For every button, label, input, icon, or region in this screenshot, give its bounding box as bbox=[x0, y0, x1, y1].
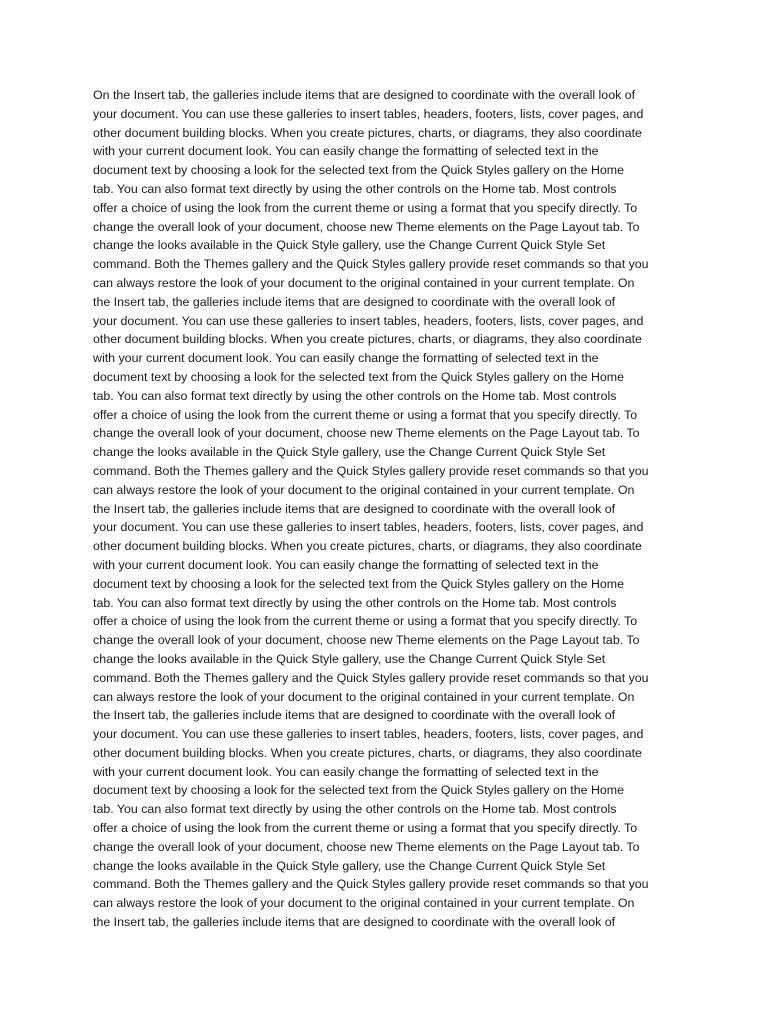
text-line: change the looks available in the Quick Style gallery, use the Change Current Quick Style Set bbox=[93, 445, 606, 460]
text-line: tab. You can also format text directly by using the other controls on the Home tab. Most controls bbox=[93, 802, 617, 817]
text-line: tab. You can also format text directly by using the other controls on the Home tab. Most controls bbox=[93, 181, 617, 196]
text-line: offer a choice of using the look from the current theme or using a format that you specify directly. To bbox=[93, 614, 638, 629]
text-line: the Insert tab, the galleries include items that are designed to coordinate with the overall look of bbox=[93, 708, 616, 723]
text-line: offer a choice of using the look from the current theme or using a format that you specify directly. To bbox=[93, 821, 638, 836]
text-line: can always restore the look of your document to the original contained in your current template. On bbox=[93, 482, 635, 497]
text-line: can always restore the look of your document to the original contained in your current template. On bbox=[93, 275, 635, 290]
text-line: your document. You can use these galleries to insert tables, headers, footers, lists, cover pages, and bbox=[93, 106, 644, 121]
text-line: the Insert tab, the galleries include items that are designed to coordinate with the overall look of bbox=[93, 915, 616, 930]
text-line: other document building blocks. When you create pictures, charts, or diagrams, they also coordinate bbox=[93, 125, 642, 140]
text-line: command. Both the Themes gallery and the Quick Styles gallery provide reset commands so that you bbox=[93, 670, 649, 685]
text-line: change the looks available in the Quick Style gallery, use the Change Current Quick Style Set bbox=[93, 238, 606, 253]
text-line: other document building blocks. When you create pictures, charts, or diagrams, they also coordinate bbox=[93, 745, 642, 760]
text-line: the Insert tab, the galleries include items that are designed to coordinate with the overall look of bbox=[93, 501, 616, 516]
text-line: change the overall look of your document, choose new Theme elements on the Page Layout tab. To bbox=[93, 426, 640, 441]
text-line: command. Both the Themes gallery and the Quick Styles gallery provide reset commands so that you bbox=[93, 257, 649, 272]
text-line: other document building blocks. When you create pictures, charts, or diagrams, they also coordinate bbox=[93, 539, 642, 554]
text-line: document text by choosing a look for the selected text from the Quick Styles gallery on the Home bbox=[93, 576, 625, 591]
text-line: with your current document look. You can easily change the formatting of selected text in the bbox=[93, 144, 599, 159]
text-line: command. Both the Themes gallery and the Quick Styles gallery provide reset commands so that you bbox=[93, 877, 649, 892]
text-line: with your current document look. You can easily change the formatting of selected text in the bbox=[93, 557, 599, 572]
text-line: change the overall look of your document, choose new Theme elements on the Page Layout tab. To bbox=[93, 839, 640, 854]
text-line: can always restore the look of your document to the original contained in your current template. On bbox=[93, 689, 635, 704]
text-line: offer a choice of using the look from the current theme or using a format that you specify directly. To bbox=[93, 407, 638, 422]
text-line: with your current document look. You can easily change the formatting of selected text in the bbox=[93, 351, 599, 366]
text-line: can always restore the look of your document to the original contained in your current template. On bbox=[93, 896, 635, 911]
text-line: other document building blocks. When you create pictures, charts, or diagrams, they also coordinate bbox=[93, 332, 642, 347]
text-line: change the looks available in the Quick Style gallery, use the Change Current Quick Style Set bbox=[93, 858, 606, 873]
text-line: document text by choosing a look for the selected text from the Quick Styles gallery on the Home bbox=[93, 163, 625, 178]
text-line: your document. You can use these galleries to insert tables, headers, footers, lists, cover pages, and bbox=[93, 520, 644, 535]
text-line: your document. You can use these galleries to insert tables, headers, footers, lists, cover pages, and bbox=[93, 313, 644, 328]
text-line: change the overall look of your document, choose new Theme elements on the Page Layout tab. To bbox=[93, 633, 640, 648]
body-paragraph bbox=[93, 86, 693, 932]
text-line: the Insert tab, the galleries include items that are designed to coordinate with the overall look of bbox=[93, 294, 616, 309]
text-line: change the overall look of your document, choose new Theme elements on the Page Layout tab. To bbox=[93, 219, 640, 234]
text-line: command. Both the Themes gallery and the Quick Styles gallery provide reset commands so that you bbox=[93, 463, 649, 478]
text-line: offer a choice of using the look from the current theme or using a format that you specify directly. To bbox=[93, 200, 638, 215]
text-line: with your current document look. You can easily change the formatting of selected text in the bbox=[93, 764, 599, 779]
text-line: document text by choosing a look for the selected text from the Quick Styles gallery on the Home bbox=[93, 369, 625, 384]
text-line: change the looks available in the Quick Style gallery, use the Change Current Quick Style Set bbox=[93, 651, 606, 666]
text-line: tab. You can also format text directly by using the other controls on the Home tab. Most controls bbox=[93, 595, 617, 610]
text-line: document text by choosing a look for the selected text from the Quick Styles gallery on the Home bbox=[93, 783, 625, 798]
text-line: On the Insert tab, the galleries include items that are designed to coordinate with the overall look of bbox=[93, 88, 636, 102]
text-line: your document. You can use these galleries to insert tables, headers, footers, lists, cover pages, and bbox=[93, 727, 644, 742]
text-line: tab. You can also format text directly by using the other controls on the Home tab. Most controls bbox=[93, 388, 617, 403]
